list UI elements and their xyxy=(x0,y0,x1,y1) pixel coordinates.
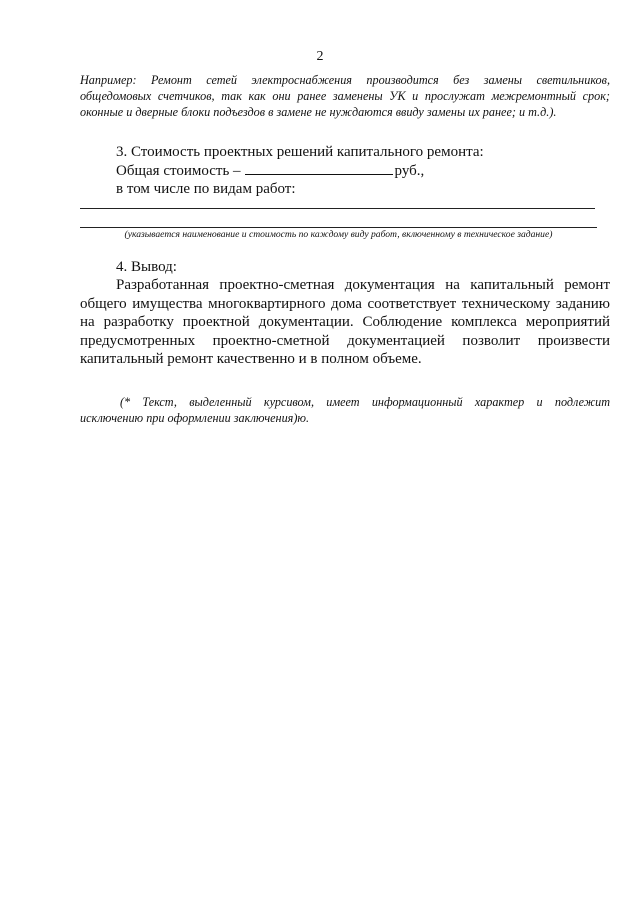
conclusion-line: предусмотренных проектно-сметной документацией позволит произвести xyxy=(80,332,610,349)
works-blank-line-1 xyxy=(80,208,595,209)
footnote-line: исключению при оформлении заключения)ю. xyxy=(80,411,310,425)
page-number: 2 xyxy=(316,49,324,64)
conclusion-line: капитальный ремонт качественно и в полном объеме. xyxy=(80,351,422,368)
section-4-conclusion xyxy=(80,276,610,369)
by-works-label: в том числе по видам работ: xyxy=(116,181,296,197)
conclusion-line: общего имущества многоквартирного дома соответствует техническому заданию xyxy=(80,295,610,312)
total-cost-row xyxy=(116,161,484,180)
example-note-line: оконные и дверные блоки подъездов в замене не нуждаются ввиду замены их ранее; и т.д.). xyxy=(80,105,557,119)
section-4-heading: 4. Вывод: xyxy=(116,259,177,275)
example-note xyxy=(80,72,610,120)
total-cost-unit: руб., xyxy=(394,163,425,179)
conclusion-line: Разработанная проектно-сметная документация на капитальный ремонт xyxy=(116,277,610,293)
works-blank-line-2 xyxy=(80,227,597,228)
example-note-line: общедомовых счетчиков, так как они ранее заменены УК и прослужат межремонтный срок; xyxy=(80,89,610,103)
example-note-line: Например: Ремонт сетей электроснабжения производится без замены светильников, xyxy=(80,73,610,87)
footnote-line: (* Текст, выделенный курсивом, имеет информационный характер и подлежит xyxy=(120,395,610,409)
section-3-cost xyxy=(116,143,484,198)
works-hint-caption: (указывается наименование и стоимость по каждому виду работ, включенному в техническое задание) xyxy=(124,229,553,240)
section-3-heading: 3. Стоимость проектных решений капитального ремонта: xyxy=(116,144,484,160)
conclusion-line: на разработку проектной документации. Соблюдение комплекса мероприятий xyxy=(80,314,610,331)
total-cost-label: Общая стоимость – xyxy=(116,163,241,179)
total-cost-blank-field xyxy=(245,161,393,175)
italic-footnote xyxy=(80,394,610,426)
